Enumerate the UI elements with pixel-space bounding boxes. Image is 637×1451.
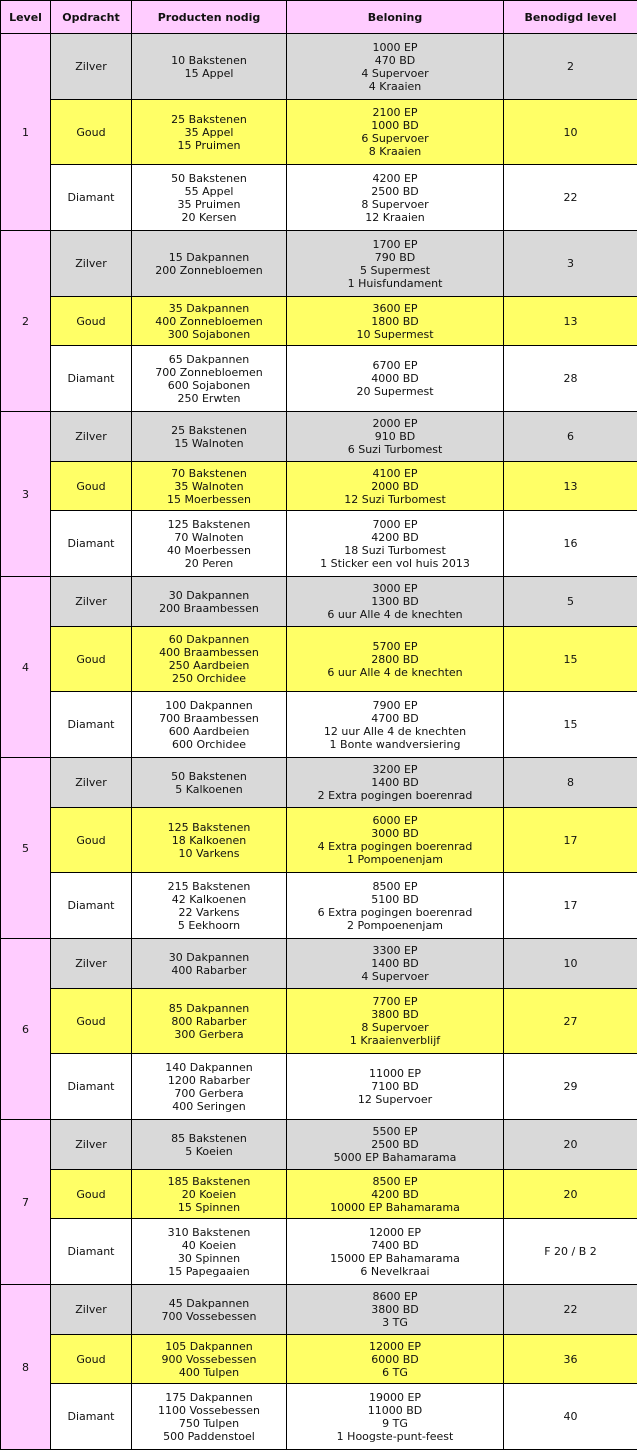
reward-item: 6 uur Alle 4 de knechten [327,608,463,621]
product-item: 700 Vossebessen [161,1309,257,1323]
product-item: 30 Dakpannen [168,950,250,964]
product-item: 175 Dakpannen [165,1390,253,1404]
reward-item: 6 uur Alle 4 de knechten [327,665,463,679]
reward-item: 5500 EP [372,1125,418,1138]
reward-item: 4200 EP [372,171,418,185]
table-row [1,1219,637,1285]
reward-item: 2000 EP [372,417,418,430]
reward-item: 7400 BD [371,1238,419,1252]
product-item: 35 Appel [184,125,234,139]
opdracht-type: Diamant [51,165,132,231]
opdracht-type: Goud [51,100,132,165]
table-header [1,1,637,34]
reward-item: 1 Pompoenenjam [347,853,443,866]
product-item: 310 Bakstenen [167,1225,251,1239]
products-cell [132,873,287,939]
product-item: 105 Dakpannen [165,1339,253,1353]
rewards-cell [287,692,504,758]
table-row [1,939,637,989]
product-item: 250 Orchidee [171,672,247,685]
opdracht-type: Zilver [51,1285,132,1335]
product-item: 15 Dakpannen [168,250,250,264]
rewards-cell [287,1285,504,1335]
products-cell [132,758,287,808]
level-number: 8 [1,1285,51,1450]
products-cell [132,1219,287,1285]
reward-item: 3800 BD [371,1008,419,1021]
required-level: F 20 / B 2 [504,1219,637,1285]
product-item: 40 Koeien [181,1238,237,1252]
reward-item: 19000 EP [368,1390,422,1404]
reward-item: 4 Supervoer [361,970,429,983]
product-item: 500 Paddenstoel [163,1429,255,1443]
required-level: 17 [504,808,637,873]
reward-item: 2 Extra pogingen boerenrad [317,789,473,802]
product-item: 20 Peren [184,556,234,570]
opdracht-type: Goud [51,462,132,511]
table-row [1,1384,637,1450]
products-cell [132,346,287,412]
product-item: 30 Dakpannen [168,588,250,602]
table-row [1,692,637,758]
reward-item: 2100 EP [372,106,418,119]
product-item: 22 Varkens [178,905,240,919]
product-item: 70 Walnoten [174,530,244,544]
reward-item: 2500 BD [371,1138,419,1151]
product-item: 700 Braambessen [159,711,259,725]
product-item: 600 Sojabonen [167,378,251,392]
products-cell [132,511,287,577]
product-item: 5 Kalkoenen [175,782,243,796]
table-row [1,989,637,1054]
reward-item: 1400 BD [371,776,419,789]
header-row [1,1,637,34]
required-level: 2 [504,34,637,100]
opdracht-type: Zilver [51,939,132,989]
product-item: 900 Vossebessen [161,1352,257,1366]
rewards-cell [287,1335,504,1384]
reward-item: 4000 BD [371,372,419,385]
product-item: 25 Bakstenen [171,423,247,437]
product-item: 35 Pruimen [177,197,241,211]
opdracht-type: Diamant [51,692,132,758]
reward-item: 12 uur Alle 4 de knechten [323,724,467,738]
product-item: 400 Tulpen [178,1365,240,1379]
table-row [1,577,637,627]
product-item: 400 Rabarber [171,963,247,977]
product-item: 50 Bakstenen [171,769,247,783]
reward-item: 1000 EP [372,40,418,54]
opdracht-type: Goud [51,989,132,1054]
products-cell [132,692,287,758]
products-cell [132,577,287,627]
product-item: 85 Bakstenen [171,1131,247,1145]
reward-item: 3300 EP [372,944,418,957]
table-row [1,165,637,231]
table-row [1,297,637,346]
products-cell [132,1170,287,1219]
product-item: 85 Dakpannen [168,1001,250,1015]
product-item: 30 Spinnen [177,1251,241,1265]
reward-item: 5 Supermest [359,263,431,277]
rewards-cell [287,758,504,808]
products-cell [132,412,287,462]
required-level: 13 [504,297,637,346]
required-level: 17 [504,873,637,939]
reward-item: 7100 BD [371,1080,419,1093]
rewards-cell [287,808,504,873]
table-row [1,346,637,412]
table-body [1,34,637,1450]
reward-item: 4 Supervoer [361,66,429,80]
required-level: 10 [504,100,637,165]
reward-item: 6700 EP [372,359,418,372]
header-benodigd-level: Benodigd level [504,1,637,34]
reward-item: 9 TG [382,1416,408,1430]
product-item: 20 Kersen [181,210,237,224]
opdracht-type: Goud [51,808,132,873]
opdracht-type: Diamant [51,1054,132,1120]
required-level: 16 [504,511,637,577]
reward-item: 3 TG [382,1316,408,1329]
reward-item: 4100 EP [372,466,418,480]
product-item: 18 Kalkoenen [171,833,247,847]
required-level: 22 [504,1285,637,1335]
reward-item: 1700 EP [372,237,418,251]
level-number: 4 [1,577,51,758]
reward-item: 6 TG [382,1365,408,1379]
rewards-cell [287,165,504,231]
products-cell [132,1335,287,1384]
level-number: 1 [1,34,51,231]
level-number: 6 [1,939,51,1120]
product-item: 200 Braambessen [159,601,259,615]
table-row [1,1170,637,1219]
product-item: 42 Kalkoenen [171,892,247,906]
rewards-cell [287,412,504,462]
rewards-cell [287,1384,504,1450]
reward-item: 2800 BD [371,652,419,666]
reward-item: 6 Supervoer [361,132,429,145]
rewards-cell [287,627,504,692]
rewards-cell [287,297,504,346]
rewards-cell [287,873,504,939]
product-item: 400 Seringen [172,1099,246,1113]
reward-item: 11000 BD [367,1403,423,1417]
opdracht-type: Diamant [51,346,132,412]
products-cell [132,34,287,100]
opdracht-type: Zilver [51,1120,132,1170]
reward-item: 2500 BD [371,184,419,198]
rewards-cell [287,989,504,1054]
required-level: 22 [504,165,637,231]
table-row [1,758,637,808]
reward-item: 12 Supervoer [357,1093,433,1106]
reward-item: 3000 EP [372,582,418,595]
reward-item: 1300 BD [371,595,419,608]
reward-item: 10000 EP Bahamarama [330,1200,460,1214]
rewards-cell [287,1054,504,1120]
rewards-cell [287,511,504,577]
reward-item: 910 BD [374,430,416,443]
reward-item: 3200 EP [372,763,418,776]
table-row [1,100,637,165]
level-number: 2 [1,231,51,412]
product-item: 5 Koeien [185,1144,233,1158]
rewards-cell [287,462,504,511]
products-cell [132,808,287,873]
product-item: 600 Orchidee [171,737,247,751]
required-level: 15 [504,692,637,758]
reward-item: 7000 EP [372,517,418,531]
product-item: 15 Walnoten [174,436,244,450]
product-item: 1200 Rabarber [167,1073,251,1087]
product-item: 1100 Vossebessen [157,1403,261,1417]
product-item: 300 Sojabonen [167,327,251,341]
rewards-cell [287,34,504,100]
table-row [1,412,637,462]
opdracht-type: Zilver [51,758,132,808]
product-item: 50 Bakstenen [171,171,247,185]
opdracht-type: Zilver [51,34,132,100]
reward-item: 20 Supermest [356,385,434,398]
product-item: 400 Braambessen [159,646,259,659]
reward-item: 8500 EP [372,879,418,893]
rewards-cell [287,1170,504,1219]
product-item: 250 Erwten [177,391,241,405]
required-level: 20 [504,1170,637,1219]
table-row [1,1335,637,1384]
reward-item: 1000 BD [371,119,419,132]
product-item: 45 Dakpannen [168,1296,250,1310]
required-level: 8 [504,758,637,808]
products-cell [132,627,287,692]
product-item: 15 Spinnen [177,1200,241,1214]
reward-item: 12000 EP [368,1225,422,1239]
opdracht-type: Zilver [51,231,132,297]
reward-item: 6000 EP [372,814,418,827]
table-row [1,1285,637,1335]
opdracht-type: Diamant [51,1384,132,1450]
product-item: 65 Dakpannen [168,352,250,366]
product-item: 40 Moerbessen [167,543,251,557]
products-cell [132,231,287,297]
level-number: 3 [1,412,51,577]
table-row [1,808,637,873]
product-item: 800 Rabarber [171,1014,247,1028]
reward-item: 5700 EP [372,639,418,653]
reward-item: 790 BD [374,250,416,264]
required-level: 15 [504,627,637,692]
reward-item: 4700 BD [371,711,419,725]
products-cell [132,989,287,1054]
reward-item: 6 Nevelkraai [360,1264,430,1278]
opdracht-type: Zilver [51,577,132,627]
reward-item: 18 Suzi Turbomest [344,543,446,557]
product-item: 15 Moerbessen [167,492,251,506]
reward-item: 7700 EP [372,995,418,1008]
products-cell [132,1285,287,1335]
reward-item: 470 BD [374,53,416,67]
product-item: 55 Appel [184,184,234,198]
required-level: 36 [504,1335,637,1384]
reward-item: 3800 BD [371,1303,419,1316]
table-row [1,627,637,692]
product-item: 10 Bakstenen [171,53,247,67]
required-level: 3 [504,231,637,297]
products-cell [132,1054,287,1120]
reward-item: 1 Hoogste-punt-feest [336,1429,454,1443]
rewards-cell [287,939,504,989]
table-row [1,873,637,939]
required-level: 27 [504,989,637,1054]
reward-item: 1 Kraaienverblijf [349,1034,441,1047]
reward-item: 8 Kraaien [368,145,422,158]
reward-item: 8 Supervoer [361,197,429,211]
reward-item: 4 Kraaien [368,79,422,93]
reward-item: 7900 EP [372,698,418,712]
product-item: 15 Appel [184,66,234,80]
table-row [1,1054,637,1120]
opdracht-type: Diamant [51,1219,132,1285]
table-row [1,511,637,577]
level-number: 5 [1,758,51,939]
reward-item: 2 Pompoenenjam [347,918,443,932]
reward-item: 12 Suzi Turbomest [344,492,446,506]
opdracht-type: Goud [51,1335,132,1384]
reward-item: 3000 BD [371,827,419,840]
product-item: 600 Aardbeien [168,724,250,738]
header-producten: Producten nodig [132,1,287,34]
products-cell [132,1384,287,1450]
table-row [1,462,637,511]
header-level: Level [1,1,51,34]
product-item: 300 Gerbera [174,1027,244,1041]
header-opdracht: Opdracht [51,1,132,34]
product-item: 400 Zonnebloemen [155,314,263,328]
opdracht-type: Diamant [51,873,132,939]
product-item: 700 Zonnebloemen [155,365,263,379]
reward-item: 12000 EP [368,1339,422,1353]
product-item: 15 Pruimen [177,138,241,152]
opdracht-type: Zilver [51,412,132,462]
product-item: 125 Bakstenen [167,820,251,834]
table-row [1,34,637,100]
reward-item: 6000 BD [371,1352,419,1366]
reward-item: 4 Extra pogingen boerenrad [317,840,473,853]
product-item: 20 Koeien [181,1187,237,1201]
product-item: 5 Eekhoorn [177,918,241,932]
rewards-cell [287,100,504,165]
reward-item: 3600 EP [372,301,418,315]
required-level: 40 [504,1384,637,1450]
opdracht-type: Goud [51,1170,132,1219]
product-item: 10 Varkens [178,846,240,860]
header-beloning: Beloning [287,1,504,34]
reward-item: 1 Sticker een vol huis 2013 [320,556,470,570]
table-row [1,1120,637,1170]
products-cell [132,462,287,511]
products-cell [132,100,287,165]
opdracht-type: Goud [51,297,132,346]
reward-item: 5000 EP Bahamarama [333,1151,457,1164]
reward-item: 4200 BD [371,1187,419,1201]
product-item: 250 Aardbeien [168,659,250,672]
reward-item: 6 Extra pogingen boerenrad [317,905,473,919]
product-item: 35 Walnoten [174,479,244,493]
table-row [1,231,637,297]
reward-item: 5100 BD [371,892,419,906]
product-item: 100 Dakpannen [165,698,253,712]
reward-item: 8500 EP [372,1174,418,1188]
products-cell [132,297,287,346]
rewards-cell [287,1120,504,1170]
product-item: 185 Bakstenen [167,1174,251,1188]
reward-item: 4200 BD [371,530,419,544]
reward-item: 1 Bonte wandversiering [329,737,461,751]
rewards-cell [287,1219,504,1285]
reward-item: 6 Suzi Turbomest [347,443,443,456]
product-item: 25 Bakstenen [171,112,247,126]
product-item: 60 Dakpannen [168,633,250,646]
product-item: 70 Bakstenen [171,466,247,480]
product-item: 125 Bakstenen [167,517,251,531]
products-cell [132,165,287,231]
reward-item: 15000 EP Bahamarama [330,1251,460,1265]
reward-item: 12 Kraaien [365,210,425,224]
product-item: 15 Papegaaien [168,1264,250,1278]
reward-item: 10 Supermest [356,327,434,341]
product-item: 750 Tulpen [178,1416,240,1430]
required-level: 20 [504,1120,637,1170]
reward-item: 1 Huisfundament [347,276,443,290]
required-level: 5 [504,577,637,627]
level-number: 7 [1,1120,51,1285]
rewards-cell [287,231,504,297]
product-item: 700 Gerbera [174,1086,244,1100]
opdracht-type: Diamant [51,511,132,577]
rewards-cell [287,346,504,412]
products-cell [132,939,287,989]
rewards-cell [287,577,504,627]
reward-item: 8 Supervoer [361,1021,429,1034]
required-level: 13 [504,462,637,511]
opdracht-type: Goud [51,627,132,692]
required-level: 10 [504,939,637,989]
product-item: 200 Zonnebloemen [155,263,263,277]
reward-item: 2000 BD [371,479,419,493]
required-level: 28 [504,346,637,412]
reward-item: 11000 EP [368,1067,422,1080]
product-item: 140 Dakpannen [165,1060,253,1074]
reward-item: 1800 BD [371,314,419,328]
required-level: 29 [504,1054,637,1120]
products-cell [132,1120,287,1170]
product-item: 215 Bakstenen [167,879,251,893]
product-item: 35 Dakpannen [168,301,250,315]
required-level: 6 [504,412,637,462]
reward-item: 1400 BD [371,957,419,970]
reward-item: 8600 EP [372,1290,418,1303]
